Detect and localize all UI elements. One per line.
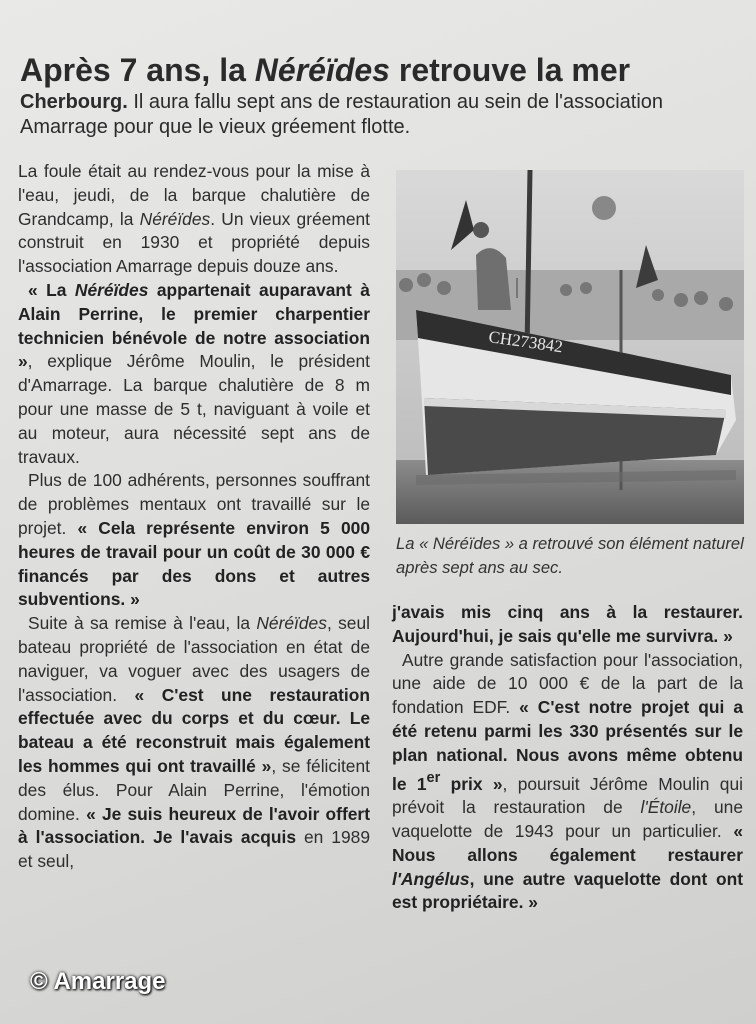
p2-text: , explique Jérôme Moulin, le président d'Amarrage. La barque chalutière de 8 m pour une masse de 5 t, naviguant à voile et au moteur, aura nécessité sept ans de travaux. bbox=[18, 351, 370, 467]
p6-boat-name: l'Étoile bbox=[640, 797, 692, 818]
p1-text: La foule était au rendez-vous pour la mise à l'eau, jeudi, de la barque chalutière de Grandcamp, la bbox=[18, 161, 370, 229]
p6-text-2: , poursuit Jérôme Moulin qui prévoit la restauration de bbox=[392, 773, 744, 818]
p3-quote: « Cela représente environ 5 000 heures de travail pour un coût de 30 000 € financés par des dons et autres subventions. » bbox=[18, 517, 371, 610]
headline-start: Après 7 ans, la bbox=[20, 52, 255, 89]
p1-text-end: . Un vieux gréement construit en 1930 et propriété depuis l'association Amarrage depuis douze ans. bbox=[18, 208, 371, 277]
article-headline bbox=[20, 51, 740, 89]
paragraph-2 bbox=[18, 279, 370, 469]
p6-boat-name-2: l'Angélus bbox=[392, 868, 470, 889]
paragraph-1 bbox=[18, 160, 370, 279]
lede-dateline: Cherbourg. bbox=[20, 91, 128, 113]
p4-boat-name: Néréïdes bbox=[256, 613, 327, 634]
photo-caption: La « Néréïdes » a retrouvé son élément naturel après sept ans au sec. bbox=[396, 534, 744, 577]
paragraph-6 bbox=[392, 649, 743, 916]
p4-text-2: , seul bateau propriété de l'association en état de naviguer, va voguer avec des usagers de l'association. bbox=[18, 613, 370, 705]
p2-quote-start: « La bbox=[28, 279, 75, 300]
paragraph-4 bbox=[18, 612, 370, 874]
p6-quote: « C'est notre projet qui a été retenu parmi les 330 présentés sur le plan national. Nous avons même obtenu le 1 bbox=[392, 697, 744, 794]
headline-end: retrouve la mer bbox=[389, 52, 631, 89]
p3-text: Plus de 100 adhérents, personnes souffrant de problèmes mentaux ont travaillé sur le projet. bbox=[18, 470, 370, 538]
p1-boat-name: Néréïdes bbox=[139, 208, 211, 229]
lede-text: Il aura fallu sept ans de restauration au sein de l'association Amarrage pour que le vieux gréement flotte. bbox=[20, 91, 664, 138]
p6-quote-3: « Nous allons également restaurer bbox=[392, 820, 743, 865]
right-column bbox=[392, 601, 743, 915]
p4-text: Suite à sa remise à l'eau, la bbox=[28, 613, 257, 634]
p4-text-3: , se félicitent des élus. Pour Alain Perrine, l'émotion domine. bbox=[18, 755, 370, 824]
p2-quote: appartenait auparavant à Alain Perrine, le premier charpentier technicien bénévole de notre association » bbox=[18, 279, 370, 372]
p4-text-4: en 1989 et seul, bbox=[18, 827, 370, 872]
left-column bbox=[18, 160, 370, 874]
p6-quote-4: , une autre vaquelotte dont ont est propriétaire. » bbox=[392, 868, 743, 913]
p2-boat-name: Néréïdes bbox=[74, 279, 149, 300]
p5-quote: j'avais mis cinq ans à la restaurer. Aujourd'hui, je sais qu'elle me survivra. » bbox=[392, 602, 743, 646]
headline-boat-name: Néréïdes bbox=[254, 52, 390, 89]
paragraph-3 bbox=[18, 469, 370, 612]
boat-photo bbox=[396, 170, 744, 524]
p6-quote-2: prix » bbox=[440, 773, 503, 794]
paragraph-5 bbox=[392, 601, 743, 649]
hull-registration: CH273842 bbox=[487, 327, 564, 357]
copyright-watermark: © Amarrage bbox=[30, 968, 166, 995]
p4-quote-2: « Je suis heureux de l'avoir offert à l'association. Je l'avais acquis bbox=[18, 803, 370, 848]
p4-quote: « C'est une restauration effectuée avec du corps et du cœur. Le bateau a été reconstruit mais également les hommes qui ont travaillé » bbox=[18, 684, 370, 776]
p6-superscript: er bbox=[426, 770, 441, 787]
p6-text: Autre grande satisfaction pour l'association, une aide de 10 000 € de la part de la fondation EDF. bbox=[392, 649, 743, 718]
article-lede bbox=[20, 90, 740, 139]
p6-text-3: , une vaquelotte de 1943 pour un particulier. bbox=[392, 797, 743, 841]
